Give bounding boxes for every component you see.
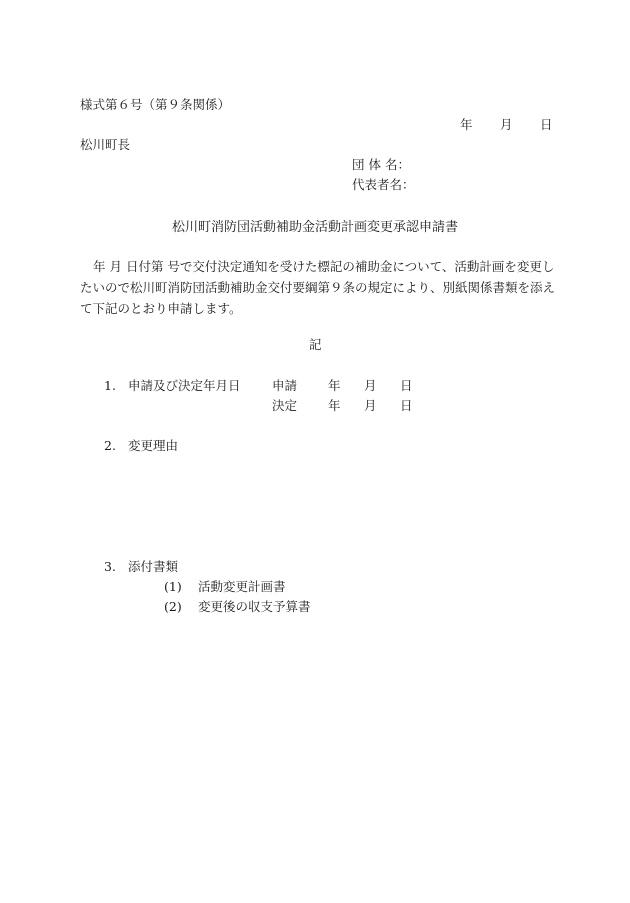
item-2-number: 2.: [104, 438, 116, 453]
application-year: 年: [328, 378, 341, 393]
org-name-label: 団 体 名：: [352, 157, 410, 172]
page-title: 松川町消防団活動補助金活動計画変更承認申請書: [172, 220, 459, 235]
subitem-1-text: 活動変更計画書: [198, 579, 286, 594]
item-3-number: 3.: [104, 559, 116, 574]
addressee: 松川町長: [80, 137, 131, 152]
date-day: 日: [540, 117, 553, 132]
decision-year: 年: [328, 398, 341, 413]
representative-label: 代表者名：: [352, 177, 415, 192]
item-1-label: 申請及び決定年月日: [128, 378, 241, 393]
body-text: 年 月 日付第 号で交付決定通知を受けた標記の補助金について、活動計画を変更したいので松川町消防団活動補助金交付要綱第９条の規定により、別紙関係書類を添えて下記のとおり申請します。: [80, 259, 556, 316]
subitem-2-number: (2): [164, 599, 182, 614]
subitem-1-number: (1): [164, 579, 182, 594]
date-month: 月: [500, 117, 513, 132]
date-year: 年: [460, 117, 473, 132]
form-number: 様式第６号（第９条関係）: [80, 97, 231, 112]
decision-day: 日: [400, 398, 413, 413]
item-2-label: 変更理由: [128, 438, 179, 453]
item-1-number: 1.: [104, 378, 116, 393]
decision-month: 月: [364, 398, 377, 413]
body-paragraph: [80, 256, 560, 319]
decision-type: 決定: [272, 398, 298, 413]
item-3-label: 添付書類: [128, 559, 179, 574]
subitem-2-text: 変更後の収支予算書: [198, 599, 311, 614]
ki-heading: 記: [309, 337, 322, 352]
application-month: 月: [364, 378, 377, 393]
application-day: 日: [400, 378, 413, 393]
application-type: 申請: [272, 378, 298, 393]
